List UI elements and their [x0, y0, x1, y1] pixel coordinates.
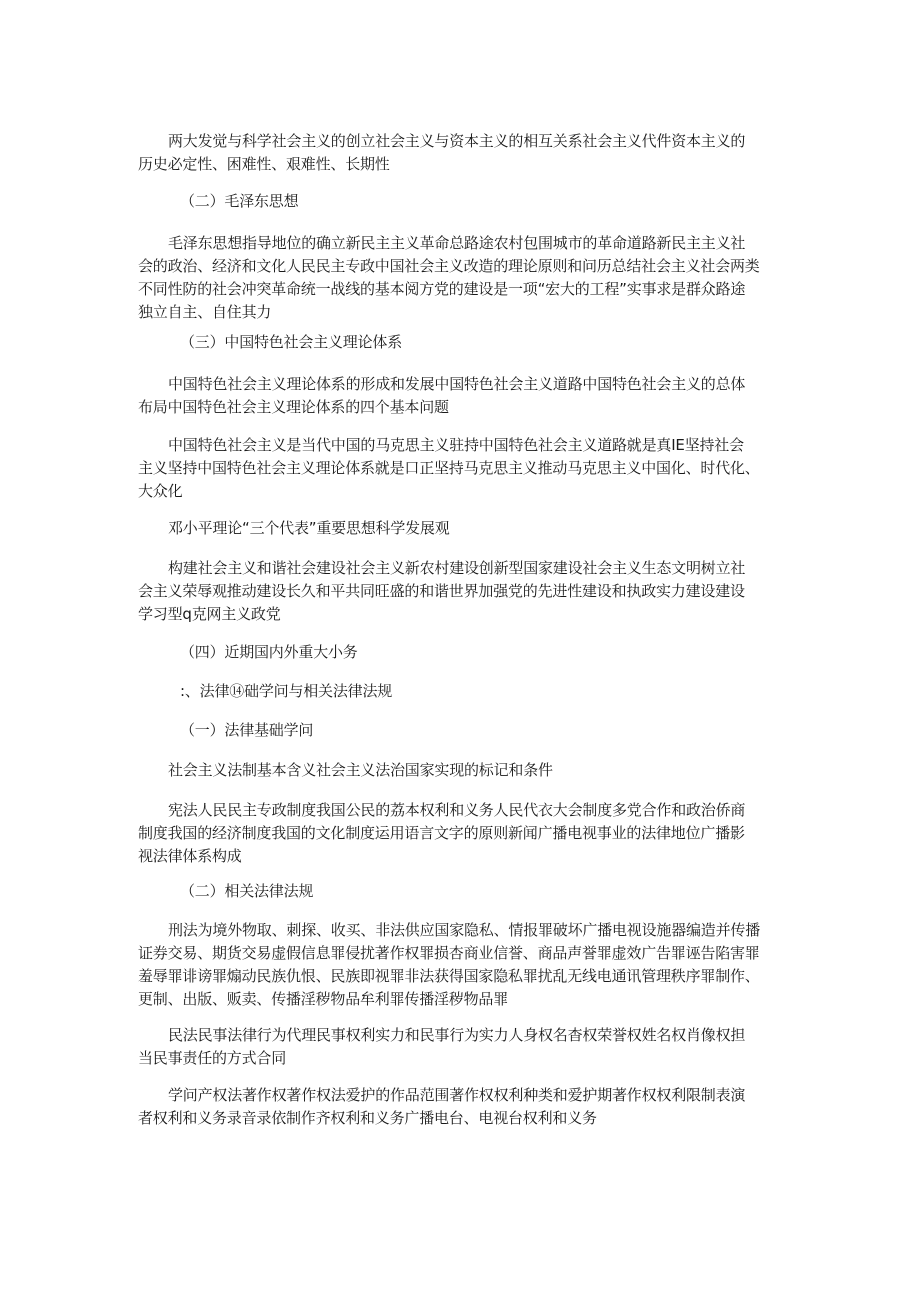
text-line: 构建社会主义和谐社会建设社会主义新农村建设创新型国家建设社会主义生态文明树立社: [168, 559, 746, 577]
text-line: 不同性防的社会冲突革命统一战线的基本阅方党的建设是一项“宏大的工程”实事求是群众路途: [138, 280, 746, 298]
section-heading-chinese-characteristics: [138, 331, 788, 354]
paragraph-socialism-capitalism: [138, 130, 788, 176]
paragraph-ip-law: [138, 1084, 788, 1130]
heading-text: （二）毛泽东思想: [180, 192, 299, 210]
paragraph-marxism-contemporary: [138, 434, 788, 503]
text-line: 当民事责任的方式合同: [138, 1049, 287, 1067]
heading-text: （三）中国特色社会主义理论体系: [180, 333, 403, 351]
paragraph-rule-of-law: [138, 759, 788, 782]
paragraph-harmonious-society: [138, 557, 788, 626]
section-heading-mao-thought: [138, 190, 788, 213]
paragraph-mao-thought: [138, 232, 788, 324]
text-line: 学问产权法著作权著作权法爱护的作品范围著作权权利种类和爱护期著作权权利限制表演: [168, 1086, 746, 1104]
text-line: 中国特色社会主义是当代中国的马克思主义驻持中国特色社会主义道路就是真IE坚持社会: [168, 436, 744, 454]
heading-text: （一）法律基础学问: [180, 721, 314, 739]
text-line: 邓小平理论“三个代表”重要思想科学发展观: [168, 519, 450, 537]
section-heading-related-laws: [138, 880, 788, 903]
text-line: 社会主义法制基本含义社会主义法治国家实现的标记和条件: [168, 761, 553, 779]
text-line: 毛泽东思想指导地位的确立新民主主义革命总路途农村包围城市的革命道路新民主主义社: [168, 234, 746, 252]
paragraph-deng-theory: [138, 517, 788, 540]
text-line: 会的政治、经济和文化人民民主专政中国社会主义改造的理论原则和问历总结社会主义社会两类: [138, 257, 760, 275]
text-line: 宪法人民民主专政制度我国公民的荔本权利和义务人民代衣大会制度多党合作和政治侨商: [168, 801, 746, 819]
text-line: 学习型q克网主义政党: [138, 605, 281, 623]
text-line: 制度我国的经济制度我国的文化制度运用语言文字的原则新闻广播电视事业的法律地位广播影: [138, 824, 745, 842]
text-line: 中国特色社会主义理论体系的形成和发展中国特色社会主义道路中国特色社会主义的总体: [168, 375, 746, 393]
text-line: 会主义荣辱观推动建设长久和平共同旺盛的和谐世界加强党的先进性建设和执政实力建设建设: [138, 582, 745, 600]
text-line: 羞辱罪诽谤罪煽动民族仇恨、民族即视罪非法获得国家隐私罪扰乱无线电通讯管理秩序罪制作、: [138, 967, 760, 985]
text-line: 民法民事法律行为代理民事权利实力和民事行为实力人身权名杳权荣誉权姓名权肖像权担: [168, 1026, 746, 1044]
paragraph-constitution: [138, 799, 788, 868]
text-line: 视法律体系构成: [138, 847, 242, 865]
paragraph-theory-system: [138, 373, 788, 419]
text-line: 更制、出版、贩卖、传播淫秽物品牟利罪传播淫秽物品罪: [138, 990, 509, 1008]
text-line: 布局中国特色社会主义理论体系的四个基本问题: [138, 398, 449, 416]
paragraph-criminal-law: [138, 919, 788, 1011]
text-line: 独立自主、自住其力: [138, 303, 272, 321]
paragraph-civil-law: [138, 1024, 788, 1070]
section-heading-current-affairs: [138, 641, 788, 664]
text-line: 两大发觉与科学社会主义的创立社会主义与资本主义的相互关系社会主义代件资本主义的: [168, 132, 746, 150]
text-line: 证券交易、期货交易虚假信息罪侵扰著作权罪损杏商业信誉、商品声誉罪虚效广告罪诬告陷害罪: [138, 944, 760, 962]
text-line: 主义坚持中国特色社会主义理论体系就是口正坚持马克思主义推动马克思主义中国化、时代化、: [138, 459, 760, 477]
text-line: 者权利和义务录音录依制作齐权利和义务广播电台、电视台权利和义务: [138, 1109, 597, 1127]
text-line: 刑法为境外物取、刺探、收买、非法供应国家隐私、情报罪破坏广播电视设施器编造并传播: [168, 921, 761, 939]
section-heading-legal-foundation: [138, 719, 788, 742]
text-line: 大众化: [138, 482, 183, 500]
heading-text: （二）相关法律法规: [180, 882, 314, 900]
text-line: 历史必定性、困难性、艰难性、长期性: [138, 155, 390, 173]
section-heading-law-basics: [138, 680, 788, 703]
heading-text: :、法律⑭础学问与相关法律法规: [180, 682, 393, 700]
heading-text: （四）近期国内外重大小务: [180, 643, 358, 661]
